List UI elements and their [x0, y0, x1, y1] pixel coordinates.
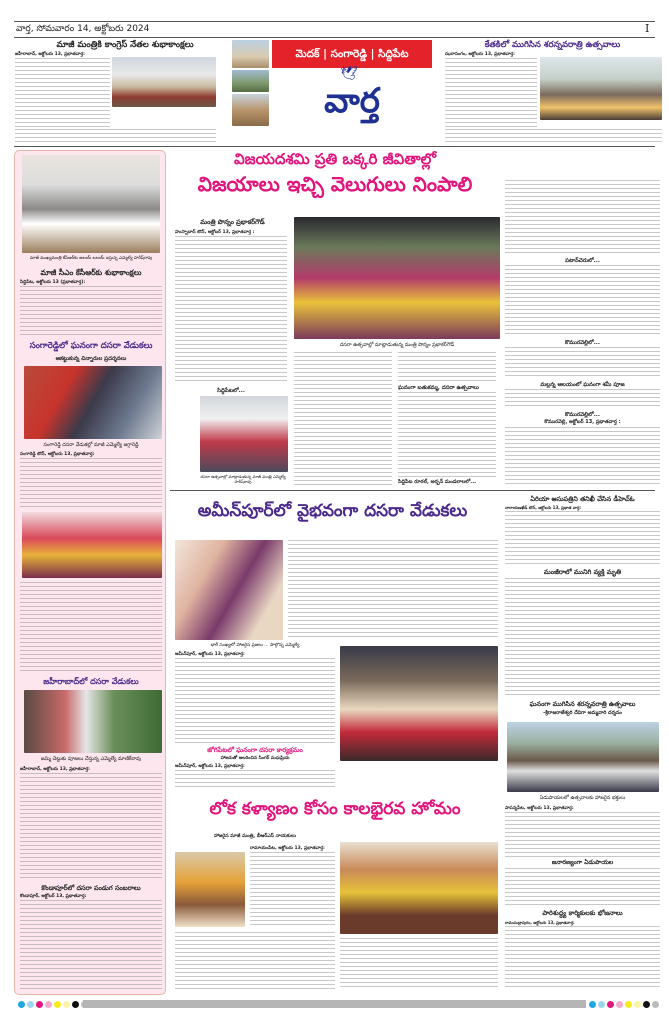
- right-sub-komuravelli-dateline: కొమురవెల్లి, అక్టోబర్ 13, ప్రభాతవార్త :: [544, 419, 621, 425]
- edupayala-caption: ఏడుపాయలలో ఉత్సవాలకు హాజరైన భక్తులు: [539, 795, 626, 801]
- dove-icon: 🕊: [340, 66, 358, 82]
- lead-headline-line2: విజయాలు ఇచ్చి వెలుగులు నింపాలి: [197, 172, 473, 196]
- jogipet-dateline: అమీన్‌పూర్, అక్టోబరు 13, ప్రభాతవార్త:: [175, 764, 245, 769]
- top-left-photo: [112, 57, 216, 107]
- top-left-body: [15, 58, 110, 128]
- top-rule: [14, 21, 655, 22]
- lead-body-col2: [294, 352, 392, 487]
- sangareddy-dasara-photo: [24, 366, 162, 439]
- manjira-drowning-body: [505, 578, 660, 698]
- amenpur-body: [175, 658, 335, 743]
- homam-headline: లోక కళ్యాణం కోసం కాలభైరవ హోమం: [209, 799, 461, 819]
- dho-inspection-body: [505, 511, 660, 566]
- homam-dateline: రామాయంపేట, అక్టోబరు 13, ప్రభాతవార్త:: [250, 846, 325, 851]
- section-rule: [14, 146, 655, 147]
- right-body-5: [505, 427, 660, 485]
- page-marker: I: [645, 22, 650, 35]
- masthead-photo-temple: [232, 40, 269, 68]
- lead-body-col3b: [398, 392, 496, 477]
- homam-photo-2: [340, 842, 498, 934]
- jogipet-photo: [340, 646, 498, 761]
- jogipet-headline: జోగిపేటలో ఘనంగా దసరా కార్యక్రమం: [207, 746, 303, 754]
- right-body-4: [505, 389, 660, 409]
- right-body-3: [505, 347, 660, 379]
- mid-rule: [170, 490, 655, 491]
- masthead-logo: వార్త: [324, 81, 380, 121]
- lead-photo-harish: [200, 396, 288, 472]
- lead-sub2: సిద్దిపేట రూరల్, అర్బన్ మండలాలలో...: [398, 479, 476, 485]
- right-body-1: [505, 180, 660, 255]
- jogipet-body: [175, 770, 335, 788]
- amenpur-body-top: [288, 540, 498, 638]
- kondapur-dasara-body: [20, 900, 162, 990]
- dance-performance-photo: [22, 512, 162, 578]
- navaratri-headline: ఘనంగా ముగిసిన శరన్నవరాత్రి ఉత్సవాలు: [529, 700, 636, 708]
- amenpur-caption: భారీ సంఖ్యలో హాజరైన ప్రజలు ... పాల్గొన్న ఎమ్మెల్యే: [210, 643, 300, 648]
- zaheerabad-dasara-caption: జమ్మి చెట్టుకు పూజలు చేస్తున్న ఎమ్మెల్యే మాణిక్‌రావు: [40, 756, 142, 762]
- right-sub-shami-puja: మల్లన్న ఆలయంలో ఘనంగా శమీ పూజ: [540, 382, 625, 388]
- top-right-body: [445, 58, 537, 128]
- page-dateline: వార్త, సోమవారం 14, అక్టోబరు 2024: [16, 24, 150, 34]
- lead-sub-siddipet: సిద్దిపేటలో...: [217, 388, 245, 394]
- kcr-greetings-headline: మాజీ సీఎం కేసీఆర్‌కు శుభాకాంక్షలు: [40, 268, 142, 277]
- kondapur-dasara-dateline: కొండాపూర్, అక్టోబర్ 13, ప్రభాతవార్త:: [20, 894, 87, 899]
- homam-body-1: [250, 852, 335, 927]
- top-right-headline: కేతకిలో ముగిసిన శరన్నవరాత్రి ఉత్సవాలు: [484, 40, 621, 50]
- sangareddy-dasara-dateline: సంగారెడ్డి టౌన్, అక్టోబరు 13, ప్రభాతవార్త:: [20, 452, 95, 457]
- color-registration-left: [18, 1000, 90, 1008]
- kcr-greetings-body: [20, 286, 162, 338]
- manjira-drowning-headline: మంజీరాలో మునిగి వ్యక్తి మృతి: [543, 568, 622, 576]
- lead-photo-harish-caption: దసరా ఉత్సవాల్లో మాట్లాడుతున్న మాజీ మంత్రి ఎమ్మెల్యే హరీష్‌రావు: [200, 474, 286, 484]
- sangareddy-dasara-body-2: [20, 582, 162, 674]
- lead-body-col1: [175, 236, 287, 384]
- homam-subhead: హాజరైన మాజీ మంత్రి, బీఆర్ఎస్ నాయకులు: [213, 834, 297, 839]
- amenpur-headline: అమీన్‌పూర్‌లో వైభవంగా దసరా వేడుకలు: [197, 501, 468, 521]
- lead-headline-line1: విజయదశమి ప్రతి ఒక్కరి జీవితాల్లో: [233, 150, 437, 168]
- sangareddy-dasara-headline: సంగారెడ్డిలో ఘనంగా దసరా వేడుకలు: [29, 341, 153, 351]
- sangareddy-dasara-body: [20, 458, 162, 508]
- amenpur-photo: [175, 540, 283, 640]
- zaheerabad-dasara-body: [20, 773, 162, 881]
- left-box-photo-kcr: [22, 155, 160, 253]
- zaheerabad-dasara-headline: జహీరాబాద్‌లో దసరా వేడుకలు: [43, 677, 139, 686]
- right-sub-komuravelli: కొమురవెల్లిలో...: [565, 340, 600, 346]
- masthead-districts: మెదక్ | సంగారెడ్డి | సిద్దిపేట: [272, 40, 432, 68]
- edupayala-crowd-sub: జనారణ్యంగా ఏడుపాయల: [551, 859, 614, 866]
- dho-inspection-headline: ఏరియా ఆసుపత్రిని తనిఖీ చేసిన డీహెచ్‌ఓ: [530, 495, 635, 503]
- gray-registration-bar: [83, 1000, 586, 1008]
- top-right-dateline: ఝరాసంగం, అక్టోబరు 13, ప్రభాతవార్త:: [445, 52, 515, 57]
- right-sub-patancheru: పటాన్‌చెరులో...: [565, 258, 600, 264]
- sanitation-workers-body: [505, 926, 660, 990]
- top-left-dateline: జహీరాబాద్, అక్టోబరు 13, ప్రభాతవార్త:: [15, 52, 85, 57]
- right-sub-komuravelli-2: కొమురవెల్లిలో...: [565, 412, 600, 418]
- navaratri-subhead: -శ్రీరాజరాజేశ్వరి దేవిగా అమ్మవారి దర్శనం: [543, 710, 622, 716]
- navaratri-dateline: పాపన్నపేట, అక్టోబరు 13, ప్రభాతవార్త:: [505, 806, 574, 811]
- right-body-2: [505, 265, 660, 337]
- edupayala-photo: [507, 722, 659, 792]
- amenpur-dateline: అమీన్‌పూర్, అక్టోబరు 13, ప్రభాతవార్త:: [175, 652, 245, 657]
- jogipet-subhead: హాజరుతో అలరించిన సింగర్ మధుప్రియ: [220, 756, 290, 761]
- lead-photo-minister: [294, 217, 500, 339]
- sangareddy-dasara-subhead: ఆకట్టుకున్న చిన్నారుల ప్రదర్శనలు: [55, 356, 127, 362]
- masthead-photo-park: [232, 70, 269, 92]
- left-box-photo-kcr-caption: మాజీ ముఖ్యమంత్రి కేసీఆర్‌కు అలయ్ బలయ్ ఇస్తున్న ఎమ్మెల్యే హరీష్‌రావు: [29, 256, 153, 261]
- lead-sub1: ఘనంగా బతుకమ్మ, దసరా ఉత్సవాలు: [398, 385, 479, 391]
- masthead-photo-church: [232, 94, 269, 126]
- header-rule: [14, 37, 655, 38]
- edupayala-crowd-body: [505, 868, 660, 906]
- top-right-body-2: [445, 129, 662, 143]
- sanitation-workers-headline: పారిశుద్ధ్య కార్మికులకు భోజనాలు: [542, 909, 623, 917]
- kcr-greetings-dateline: సిద్దిపేట, అక్టోబరు 13 (ప్రభాతవార్త):: [20, 280, 86, 285]
- navaratri-body: [505, 812, 660, 857]
- homam-body-3: [340, 938, 498, 990]
- homam-body-2: [175, 932, 335, 990]
- top-left-headline: మాజీ మంత్రికి కాంగ్రెస్ నేతల శుభాకాంక్షలు: [56, 40, 194, 50]
- color-registration-right: [589, 1000, 661, 1008]
- sangareddy-dasara-caption: సంగారెడ్డి దసరా వేడుకల్లో మాజీ ఎమ్మెల్యే జగ్గారెడ్డి: [43, 442, 139, 448]
- top-right-photo: [540, 57, 662, 120]
- lead-photo-minister-caption: దసరా ఉత్సవాల్లో మాట్లాడుతున్న మంత్రి పొన్నం ప్రభాకర్‌గౌడ్: [339, 342, 455, 348]
- homam-photo-1: [175, 852, 245, 927]
- top-left-body-2: [15, 129, 216, 143]
- zaheerabad-dasara-photo: [24, 690, 162, 753]
- lead-subhead: మంత్రి పొన్నం ప్రభాకర్‌గౌడ్: [200, 218, 265, 226]
- dho-inspection-dateline: నారాయణఖేడ్ టౌన్, అక్టోబరు 13, ప్రభాత వార్త:: [505, 505, 581, 510]
- sanitation-workers-dateline: రామచంద్రాపురం, అక్టోబరు 13, ప్రభాతవార్త:: [505, 920, 575, 925]
- kondapur-dasara-headline: కొండాపూర్‌లో దసరా పండుగ సంబరాలు: [41, 884, 141, 892]
- lead-body-col3: [398, 352, 496, 382]
- zaheerabad-dasara-dateline: జహీరాబాద్, అక్టోబరు 13, ప్రభాతవార్త:: [20, 767, 90, 772]
- lead-dateline: హుస్నాబాద్ టౌన్, అక్టోబర్ 13, ప్రభాతవార్త :: [175, 230, 255, 235]
